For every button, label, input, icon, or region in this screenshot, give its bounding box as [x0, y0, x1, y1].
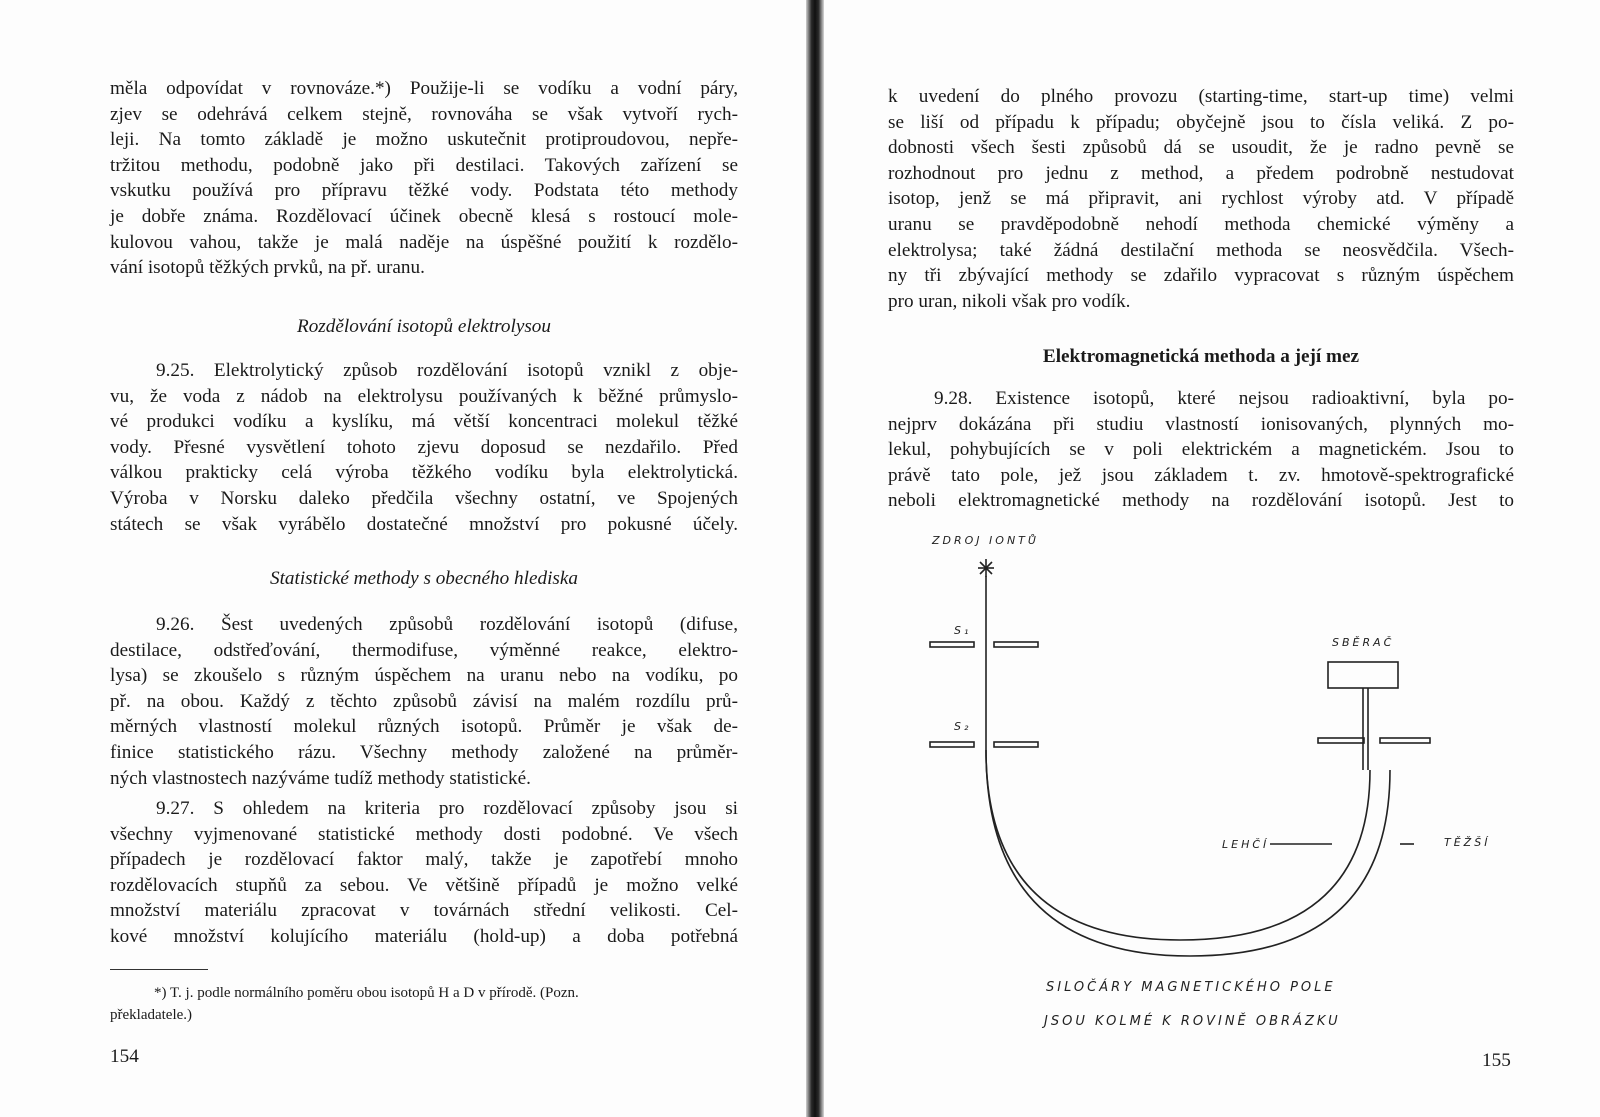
- slit-s1-left: [930, 642, 974, 647]
- text-line: 9.25. Elektrolytický způsob rozdělování isotopů vznikl z obje-: [156, 360, 738, 381]
- text-line: vody. Přesné vysvětlení tohoto zjevu doposud se nezdařilo. Před: [110, 436, 738, 458]
- text-line: př. na obou. Každý z těchto způsobů závisí na malém rozdílu prů-: [110, 690, 738, 712]
- slit-s2-right: [994, 742, 1038, 747]
- slit-s1-label: S₁: [954, 624, 972, 637]
- slit-s1-right: [994, 642, 1038, 647]
- section-heading-electromagnetic: Elektromagnetická methoda a její mez: [1042, 346, 1360, 367]
- text-line: nejprv dokázána při studiu vlastností ionisovaných, plynných mo-: [888, 413, 1514, 435]
- mass-spectrograph-figure: [900, 520, 1500, 1040]
- heavier-ion-arc: [986, 750, 1390, 956]
- slit-s2-label: S₂: [954, 720, 972, 733]
- text-line: 9.26. Šest uvedených způsobů rozdělování isotopů (difuse,: [156, 614, 738, 635]
- text-line: finice statistického rázu. Všechny methody založené na průměr-: [110, 741, 738, 763]
- text-line: pro uran, nikoli však pro vodík.: [888, 290, 1131, 312]
- figure-drawing: [900, 520, 1500, 1040]
- collector-box: [1328, 662, 1398, 688]
- book-gutter: [806, 0, 824, 1117]
- ion-source-label: ZDROJ IONTŮ: [932, 534, 1039, 547]
- text-line: lekul, pohybujících se v poli elektrickém a magnetickém. Jsou to: [888, 439, 1514, 461]
- text-line: zjev se odehrává celkem stejně, rovnováha se však vytvoří rych-: [110, 103, 738, 125]
- figure-caption-line-2: JSOU KOLMÉ K ROVINĚ OBRÁZKU: [1044, 1014, 1341, 1029]
- heavier-label: TĚŽŠÍ: [1444, 836, 1491, 849]
- text-line: množství materiálu zpracovat v továrnách střední velikosti. Cel-: [110, 900, 738, 922]
- text-line: je dobře známa. Rozdělovací účinek obecně klesá s rostoucí mole-: [110, 205, 738, 227]
- left-paragraph-1: [110, 76, 738, 281]
- text-line: neboli elektromagnetické methody na rozdělování isotopů. Jest to: [888, 490, 1514, 512]
- text-line: 9.27. S ohledem na kriteria pro rozdělovací způsoby jsou si: [156, 798, 738, 819]
- text-line: právě tato pole, jež jsou základem t. zv. hmotově-spektrografické: [888, 464, 1514, 486]
- right-paragraph-9-28: [888, 386, 1514, 514]
- text-line: státech se však vyrábělo dostatečné množství pro pokusné účely.: [110, 513, 738, 535]
- footnote-rule: [110, 969, 208, 970]
- text-line: tržitou methodu, podobně jako při destilaci. Takových zařízení se: [110, 154, 738, 176]
- collector-label: SBĚRAČ: [1332, 636, 1395, 649]
- left-paragraph-9-25: [110, 358, 738, 537]
- section-heading-electrolysis: Rozdělování isotopů elektrolysou: [296, 316, 551, 337]
- footnote-line: *) T. j. podle normálního poměru obou isotopů H a D v přírodě. (Pozn.: [154, 985, 579, 1001]
- left-paragraph-9-26: [110, 612, 738, 791]
- text-line: vu, že voda z nádob na elektrolysu používaných k běžné průmyslo-: [110, 385, 738, 407]
- text-line: válkou prakticky celá výroba těžkého vodíku byla elektrolytická.: [110, 462, 738, 484]
- text-line: rozdělovacích stupňů za sebou. Ve většině případů je možno velké: [110, 874, 738, 896]
- text-line: kové množství kolujícího materiálu (hold-up) a doba potřebná: [110, 925, 738, 947]
- text-line: leji. Na tomto základě je možno uskutečnit protiproudovou, nepře-: [110, 129, 738, 151]
- text-line: Výroba v Norsku daleko předčila všechny ostatní, ve Spojených: [110, 487, 738, 509]
- text-line: lysa) se zkoušelo s různým úspěchem na uranu nebo na vodíku, po: [110, 665, 738, 687]
- page-number-right: 155: [1482, 1050, 1511, 1071]
- text-line: se liší od případu k případu; obyčejně jsou to čísla veliká. Z po-: [888, 111, 1514, 133]
- footnote: [110, 982, 738, 1026]
- text-line: rozhodnout pro jednu z method, a předem podrobně nestudovat: [888, 162, 1514, 184]
- text-line: elektrolysa; také žádná destilační methoda se neosvědčila. Všech-: [888, 239, 1514, 261]
- text-line: ny tři zbývající methody se zdařilo vypracovat s různým úspěchem: [888, 265, 1514, 287]
- text-line: k uvedení do plného provozu (starting-time, start-up time) velmi: [888, 86, 1514, 107]
- slit-s2-left: [930, 742, 974, 747]
- text-line: kulovou vahou, takže je malá naděje na úspěšné použití k rozdělo-: [110, 231, 738, 253]
- text-line: měrných vlastností molekul různých isotopů. Průměr je však de-: [110, 716, 738, 738]
- text-line: uranu se pravděpodobně nehodí methoda chemické výměny a: [888, 213, 1514, 235]
- text-line: isotop, jenž se má připravit, ani rychlost výroby atd. V případě: [888, 188, 1514, 210]
- text-line: vé produkci vodíku a kyslíku, má větší koncentraci molekul těžké: [110, 411, 738, 433]
- ion-source-star: [978, 559, 994, 577]
- text-line: měla odpovídat v rovnováze.*) Použije-li se vodíku a vodní páry,: [110, 78, 738, 99]
- left-paragraph-9-27: [110, 796, 738, 950]
- text-line: případech je rozdělovací faktor malý, takže je zapotřebí mnoho: [110, 849, 738, 871]
- text-line: vskutku používá pro přípravu těžké vody. Podstata této methody: [110, 180, 738, 202]
- footnote-line: překladatele.): [110, 1007, 193, 1023]
- section-heading-statistical-methods: Statistické methody s obecného hlediska: [270, 568, 578, 589]
- right-paragraph-1: [888, 84, 1514, 314]
- page-number-left: 154: [110, 1046, 139, 1067]
- text-line: dobnosti všech šesti způsobů dá se usoudit, že je radno pevně se: [888, 137, 1514, 159]
- text-line: všechny vyjmenované statistické methody dosti podobné. Ve všech: [110, 823, 738, 845]
- figure-caption-line-1: SILOČÁRY MAGNETICKÉHO POLE: [1046, 980, 1336, 995]
- text-line: vání isotopů těžkých prvků, na př. uranu.: [110, 257, 425, 279]
- text-line: 9.28. Existence isotopů, které nejsou radioaktivní, byla po-: [934, 388, 1514, 409]
- text-line: ných vlastnostech nazýváme tudíž methody statistické.: [110, 767, 531, 789]
- lighter-label: LEHČÍ: [1222, 838, 1270, 851]
- text-line: destilace, odstřeďování, thermodifuse, výměnné reakce, elektro-: [110, 639, 738, 661]
- exit-slit-right: [1380, 738, 1430, 743]
- exit-slit-left: [1318, 738, 1364, 743]
